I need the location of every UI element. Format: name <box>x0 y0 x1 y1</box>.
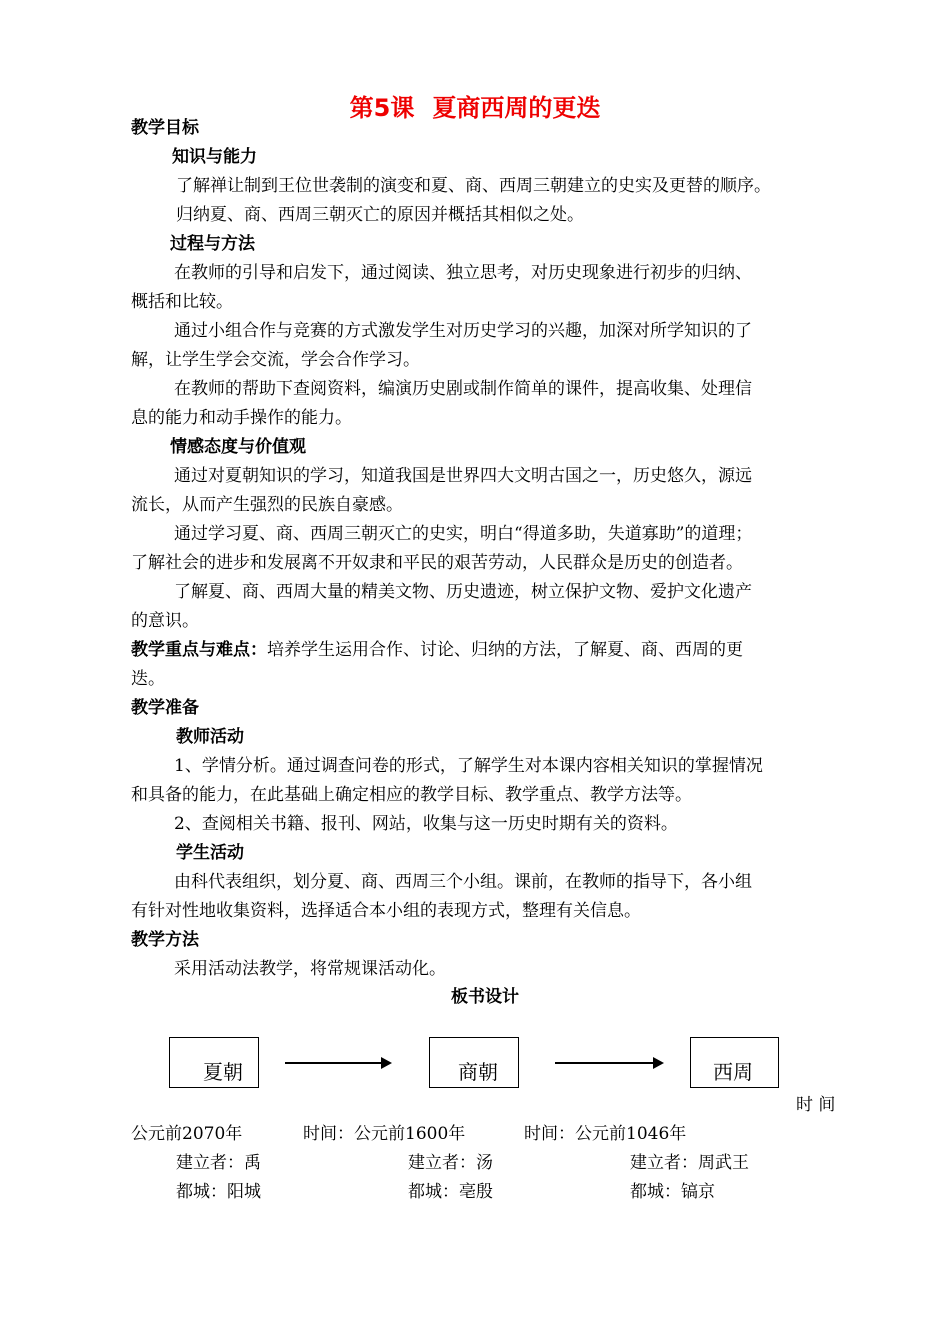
box-xia <box>169 1037 259 1088</box>
teacher-p1-line-2: 和具备的能力，在此基础上确定相应的教学目标、教学重点、教学方法等。 <box>131 785 692 805</box>
student-line-2: 有针对性地收集资料，选择适合本小组的表现方式，整理有关信息。 <box>131 901 641 921</box>
arrow-right-icon <box>285 1062 390 1064</box>
shang-founder: 建立者：汤 <box>408 1153 493 1173</box>
teacher-p1-line-1: 1、学情分析。通过调查问卷的形式，了解学生对本课内容相关知识的掌握情况 <box>174 756 763 776</box>
box-shang-label: 商朝 <box>458 1060 498 1084</box>
box-xizhou-label: 西周 <box>713 1060 753 1084</box>
key-points-line-2: 迭。 <box>131 669 165 689</box>
preparation-heading: 教学准备 <box>131 698 199 718</box>
process-p1-line-1: 在教师的引导和启发下，通过阅读、独立思考，对历史现象进行初步的归纳、 <box>174 263 752 283</box>
xia-capital: 都城：阳城 <box>176 1182 261 1202</box>
knowledge-line-2: 归纳夏、商、西周三朝灭亡的原因并概括其相似之处。 <box>176 205 584 225</box>
xizhou-capital: 都城：镐京 <box>630 1182 715 1202</box>
knowledge-line-1: 了解禅让制到王位世袭制的演变和夏、商、西周三朝建立的史实及更替的顺序。 <box>176 176 771 196</box>
shang-time: 时间：公元前1600年 <box>303 1124 466 1144</box>
student-line-1: 由科代表组织，划分夏、商、西周三个小组。课前，在教师的指导下，各小组 <box>174 872 752 892</box>
emotion-p2-line-2: 了解社会的进步和发展离不开奴隶和平民的艰苦劳动，人民群众是历史的创造者。 <box>131 553 743 573</box>
process-p2-line-2: 解，让学生学会交流，学会合作学习。 <box>131 350 420 370</box>
student-heading: 学生活动 <box>176 843 244 863</box>
objectives-heading: 教学目标 <box>131 118 199 138</box>
emotion-p3-line-2: 的意识。 <box>131 611 199 631</box>
emotion-p2-line-1: 通过学习夏、商、西周三朝灭亡的史实，明白“得道多助，失道寡助”的道理； <box>174 524 753 544</box>
process-p3-line-1: 在教师的帮助下查阅资料，编演历史剧或制作简单的课件，提高收集、处理信 <box>174 379 752 399</box>
box-xia-label: 夏朝 <box>203 1060 243 1084</box>
shang-capital: 都城：亳殷 <box>408 1182 493 1202</box>
process-p3-line-2: 息的能力和动手操作的能力。 <box>131 408 352 428</box>
teacher-heading: 教师活动 <box>176 727 244 747</box>
arrow-right-icon <box>555 1062 662 1064</box>
method-heading: 教学方法 <box>131 930 199 950</box>
board-title: 板书设计 <box>451 987 519 1007</box>
knowledge-heading: 知识与能力 <box>172 147 257 167</box>
method-text: 采用活动法教学，将常规课活动化。 <box>174 959 446 979</box>
emotion-p1-line-2: 流长，从而产生强烈的民族自豪感。 <box>131 495 403 515</box>
xizhou-founder: 建立者：周武王 <box>630 1153 749 1173</box>
process-heading: 过程与方法 <box>170 234 255 254</box>
xia-time: 公元前2070年 <box>131 1124 243 1144</box>
box-xizhou <box>690 1037 779 1088</box>
emotion-p1-line-1: 通过对夏朝知识的学习，知道我国是世界四大文明古国之一，历史悠久，源远 <box>174 466 752 486</box>
key-points-line-1 <box>131 639 743 661</box>
xia-founder: 建立者：禹 <box>176 1153 261 1173</box>
process-p2-line-1: 通过小组合作与竞赛的方式激发学生对历史学习的兴趣，加深对所学知识的了 <box>174 321 752 341</box>
time-label-right: 时 间 <box>796 1095 836 1115</box>
key-points-text: 培养学生运用合作、讨论、归纳的方法，了解夏、商、西周的更 <box>267 640 743 660</box>
xizhou-time: 时间：公元前1046年 <box>524 1124 687 1144</box>
lesson-number: 第5课 <box>349 94 415 122</box>
teacher-p2: 2、查阅相关书籍、报刊、网站，收集与这一历史时期有关的资料。 <box>174 814 678 834</box>
process-p1-line-2: 概括和比较。 <box>131 292 233 312</box>
emotion-p3-line-1: 了解夏、商、西周大量的精美文物、历史遗迹，树立保护文物、爱护文化遗产 <box>174 582 752 602</box>
key-points-heading: 教学重点与难点： <box>131 640 267 660</box>
box-shang <box>429 1037 519 1088</box>
lesson-name: 夏商西周的更迭 <box>432 94 601 122</box>
emotion-heading: 情感态度与价值观 <box>170 437 306 457</box>
